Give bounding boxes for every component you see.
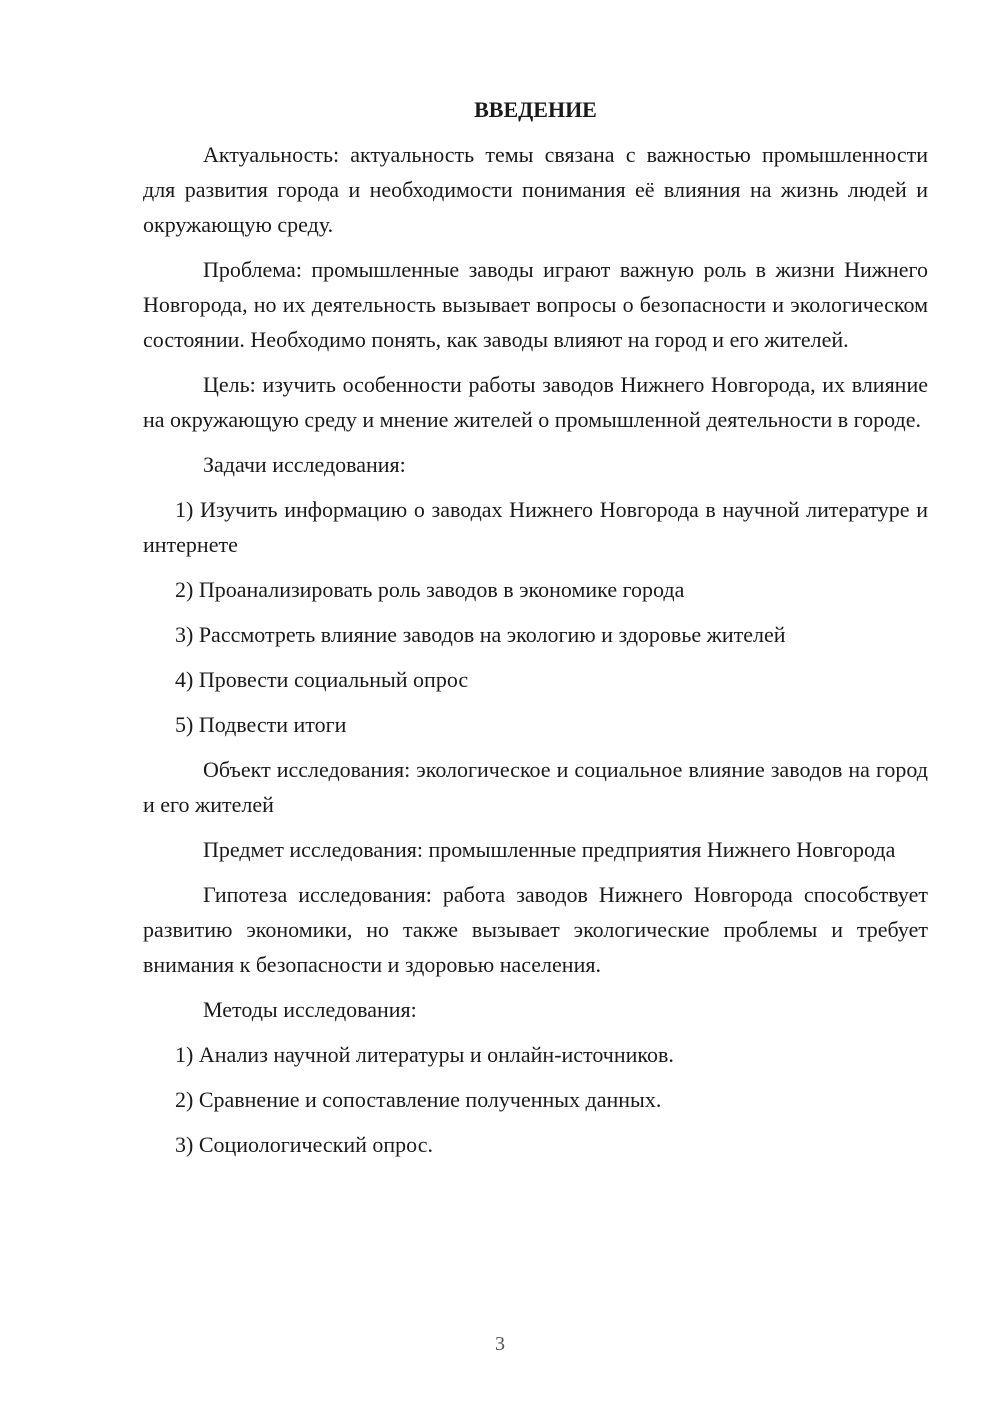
relevance-paragraph: Актуальность: актуальность темы связана с важностью промышленности для развития города и необходимости понимания её влияния на жизнь людей и окружающую среду. [143,142,928,237]
tasks-heading: Задачи исследования: [203,452,406,477]
tasks-list [143,492,928,742]
method-item: 2) Сравнение и сопоставление полученных данных. [175,1087,662,1112]
task-item: 1) Изучить информацию о заводах Нижнего Новгорода в научной литературе и интернете [143,497,928,557]
task-item: 5) Подвести итоги [175,712,347,737]
section-title: ВВЕДЕНИЕ [474,97,597,122]
method-item: 3) Социологический опрос. [175,1132,433,1157]
task-item: 2) Проанализировать роль заводов в экономике города [175,577,685,602]
hypothesis-paragraph: Гипотеза исследования: работа заводов Нижнего Новгорода способствует развитию экономики, но также вызывает экологические проблемы и требует внимания к безопасности и здоровью населения. [143,882,928,977]
document-page [143,95,928,1172]
subject-paragraph: Предмет исследования: промышленные предприятия Нижнего Новгорода [203,837,896,862]
page-number: 3 [495,1333,505,1355]
methods-list [143,1037,928,1162]
object-paragraph: Объект исследования: экологическое и социальное влияние заводов на город и его жителей [143,757,928,817]
method-item: 1) Анализ научной литературы и онлайн-источников. [175,1042,674,1067]
problem-paragraph: Проблема: промышленные заводы играют важную роль в жизни Нижнего Новгорода, но их деятельность вызывает вопросы о безопасности и экологическом состоянии. Необходимо понять, как заводы влияют на город и его жителей. [143,257,928,352]
goal-paragraph: Цель: изучить особенности работы заводов Нижнего Новгорода, их влияние на окружающую среду и мнение жителей о промышленной деятельности в городе. [143,372,928,432]
task-item: 4) Провести социальный опрос [175,667,469,692]
task-item: 3) Рассмотреть влияние заводов на экологию и здоровье жителей [175,622,786,647]
methods-heading: Методы исследования: [203,997,417,1022]
